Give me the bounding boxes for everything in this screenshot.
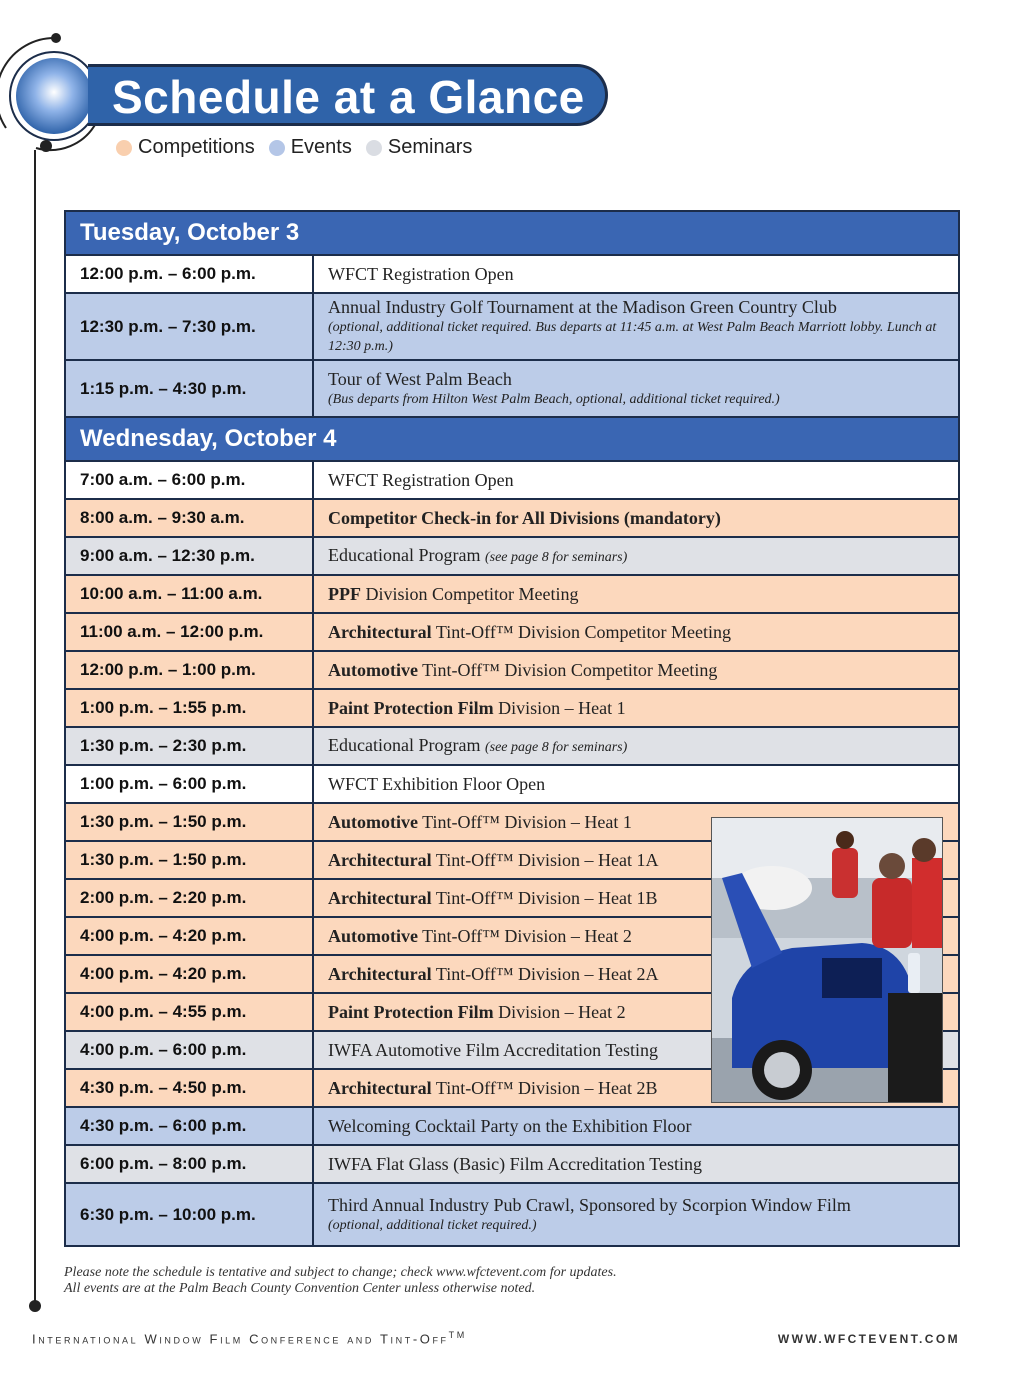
legend-item-competitions: [116, 136, 255, 159]
event-text: Tint-Off™ Division – Heat 1A: [435, 849, 659, 870]
schedule-row: [66, 538, 958, 576]
event-cell: [314, 538, 958, 574]
event-text: Tint-Off™ Division – Heat 2: [422, 925, 632, 946]
schedule-row: [66, 690, 958, 728]
time-cell: 4:30 p.m. – 4:50 p.m.: [66, 1070, 314, 1106]
time-cell: 12:00 p.m. – 6:00 p.m.: [66, 256, 314, 292]
time-cell: 6:30 p.m. – 10:00 p.m.: [66, 1184, 314, 1245]
event-text: Tour of West Palm Beach: [328, 368, 512, 389]
time-cell: 6:00 p.m. – 8:00 p.m.: [66, 1146, 314, 1182]
legend-dot-seminars: [366, 140, 382, 156]
event-cell: [314, 614, 958, 650]
event-photo: [711, 817, 943, 1103]
time-cell: 1:00 p.m. – 6:00 p.m.: [66, 766, 314, 802]
event-text: Tint-Off™ Division – Heat 2B: [435, 1077, 658, 1098]
event-text: Educational Program: [328, 544, 481, 565]
schedule-row: [66, 294, 958, 361]
time-cell: 1:15 p.m. – 4:30 p.m.: [66, 361, 314, 416]
event-text: Tint-Off™ Division – Heat 2A: [435, 963, 659, 984]
event-text: Tint-Off™ Division – Heat 1: [422, 811, 632, 832]
time-cell: 12:30 p.m. – 7:30 p.m.: [66, 294, 314, 359]
legend: [116, 136, 486, 159]
schedule-row: [66, 614, 958, 652]
event-bold-text: Architectural: [328, 887, 432, 908]
event-text: Tint-Off™ Division Competitor Meeting: [435, 621, 731, 642]
footer-website: WWW.WFCTEVENT.COM: [777, 1332, 960, 1346]
time-cell: 4:00 p.m. – 4:20 p.m.: [66, 956, 314, 992]
schedule-row: [66, 766, 958, 804]
schedule-row: [66, 462, 958, 500]
event-bold-text: Competitor Check-in for All Divisions (mandatory): [328, 507, 721, 528]
event-cell: [314, 576, 958, 612]
time-cell: 4:00 p.m. – 4:55 p.m.: [66, 994, 314, 1030]
event-note: (optional, additional ticket required. Bus departs at 11:45 a.m. at West Palm Beach Marriott lobby. Lunch at 12:30 p.m.): [328, 320, 937, 354]
title-banner: [88, 64, 608, 126]
event-bold-text: PPF: [328, 583, 361, 604]
schedule-row: [66, 361, 958, 418]
event-bold-text: Architectural: [328, 621, 432, 642]
footer-text: International Window Film Conference and Tint-Off: [32, 1331, 449, 1347]
event-text: IWFA Automotive Film Accreditation Testing: [328, 1039, 659, 1060]
legend-dot-events: [269, 140, 285, 156]
page-title: Schedule at a Glance: [112, 71, 585, 123]
legend-label: Seminars: [387, 136, 473, 158]
time-cell: 1:30 p.m. – 1:50 p.m.: [66, 842, 314, 878]
event-text: Tint-Off™ Division Competitor Meeting: [422, 659, 718, 680]
legend-label: Events: [290, 136, 352, 158]
event-cell: [314, 1108, 958, 1144]
time-cell: 4:00 p.m. – 6:00 p.m.: [66, 1032, 314, 1068]
schedule-row: [66, 1108, 958, 1146]
event-text: Annual Industry Golf Tournament at the Madison Green Country Club: [328, 297, 837, 317]
event-note: (optional, additional ticket required.): [328, 1217, 537, 1233]
time-cell: 7:00 a.m. – 6:00 p.m.: [66, 462, 314, 498]
footer-trademark: TM: [448, 1330, 467, 1340]
event-text: Welcoming Cocktail Party on the Exhibition Floor: [328, 1115, 692, 1136]
event-text: Educational Program: [328, 734, 481, 755]
decorative-line: [34, 150, 36, 1310]
event-cell: [314, 690, 958, 726]
time-cell: 1:30 p.m. – 2:30 p.m.: [66, 728, 314, 764]
event-bold-text: Automotive: [328, 925, 418, 946]
event-cell: [314, 652, 958, 688]
event-text: Division Competitor Meeting: [365, 583, 579, 604]
schedule-row: [66, 500, 958, 538]
time-cell: 1:30 p.m. – 1:50 p.m.: [66, 804, 314, 840]
schedule-row: [66, 256, 958, 294]
time-cell: 11:00 a.m. – 12:00 p.m.: [66, 614, 314, 650]
time-cell: 12:00 p.m. – 1:00 p.m.: [66, 652, 314, 688]
time-cell: 2:00 p.m. – 2:20 p.m.: [66, 880, 314, 916]
legend-item-seminars: [366, 136, 472, 159]
day-header: Wednesday, October 4: [66, 418, 958, 462]
event-cell: [314, 462, 958, 498]
event-cell: [314, 256, 958, 292]
legend-label: Competitions: [138, 136, 255, 158]
event-text: WFCT Registration Open: [328, 469, 514, 490]
legend-item-events: [269, 136, 352, 159]
event-cell: [314, 361, 958, 416]
schedule-row: [66, 1184, 958, 1245]
footnote: [64, 1265, 617, 1297]
footer-conference-name: [32, 1330, 467, 1346]
event-text: Tint-Off™ Division – Heat 1B: [435, 887, 658, 908]
event-text: Division – Heat 2: [498, 1001, 626, 1022]
event-cell: [314, 1184, 958, 1245]
event-cell: [314, 500, 958, 536]
event-cell: [314, 766, 958, 802]
footnote-line: All events are at the Palm Beach County Convention Center unless otherwise noted.: [64, 1281, 536, 1296]
schedule-row: [66, 1146, 958, 1184]
event-bold-text: Architectural: [328, 963, 432, 984]
event-bold-text: Automotive: [328, 811, 418, 832]
time-cell: 10:00 a.m. – 11:00 a.m.: [66, 576, 314, 612]
time-cell: 4:30 p.m. – 6:00 p.m.: [66, 1108, 314, 1144]
event-cell: [314, 728, 958, 764]
event-text: WFCT Exhibition Floor Open: [328, 773, 546, 794]
time-cell: 1:00 p.m. – 1:55 p.m.: [66, 690, 314, 726]
event-cell: [314, 1146, 958, 1182]
time-cell: 9:00 a.m. – 12:30 p.m.: [66, 538, 314, 574]
event-text: IWFA Flat Glass (Basic) Film Accreditation Testing: [328, 1153, 703, 1174]
event-note: (see page 8 for seminars): [484, 549, 628, 565]
schedule-row: [66, 728, 958, 766]
event-bold-text: Paint Protection Film: [328, 697, 494, 718]
time-cell: 4:00 p.m. – 4:20 p.m.: [66, 918, 314, 954]
event-bold-text: Paint Protection Film: [328, 1001, 494, 1022]
time-cell: 8:00 a.m. – 9:30 a.m.: [66, 500, 314, 536]
footnote-line: Please note the schedule is tentative and subject to change; check www.wfctevent.com for updates.: [64, 1265, 617, 1280]
event-bold-text: Automotive: [328, 659, 418, 680]
event-cell: [314, 294, 958, 359]
event-note: (see page 8 for seminars): [484, 739, 628, 755]
decorative-dot: [29, 1300, 41, 1312]
event-text: Division – Heat 1: [498, 697, 626, 718]
event-bold-text: Architectural: [328, 1077, 432, 1098]
schedule-row: [66, 652, 958, 690]
schedule-row: [66, 576, 958, 614]
event-bold-text: Architectural: [328, 849, 432, 870]
legend-dot-competitions: [116, 140, 132, 156]
event-text: WFCT Registration Open: [328, 263, 514, 284]
event-text: Third Annual Industry Pub Crawl, Sponsored by Scorpion Window Film: [328, 1194, 851, 1215]
day-header: Tuesday, October 3: [66, 212, 958, 256]
event-note: (Bus departs from Hilton West Palm Beach, optional, additional ticket required.): [328, 391, 780, 407]
